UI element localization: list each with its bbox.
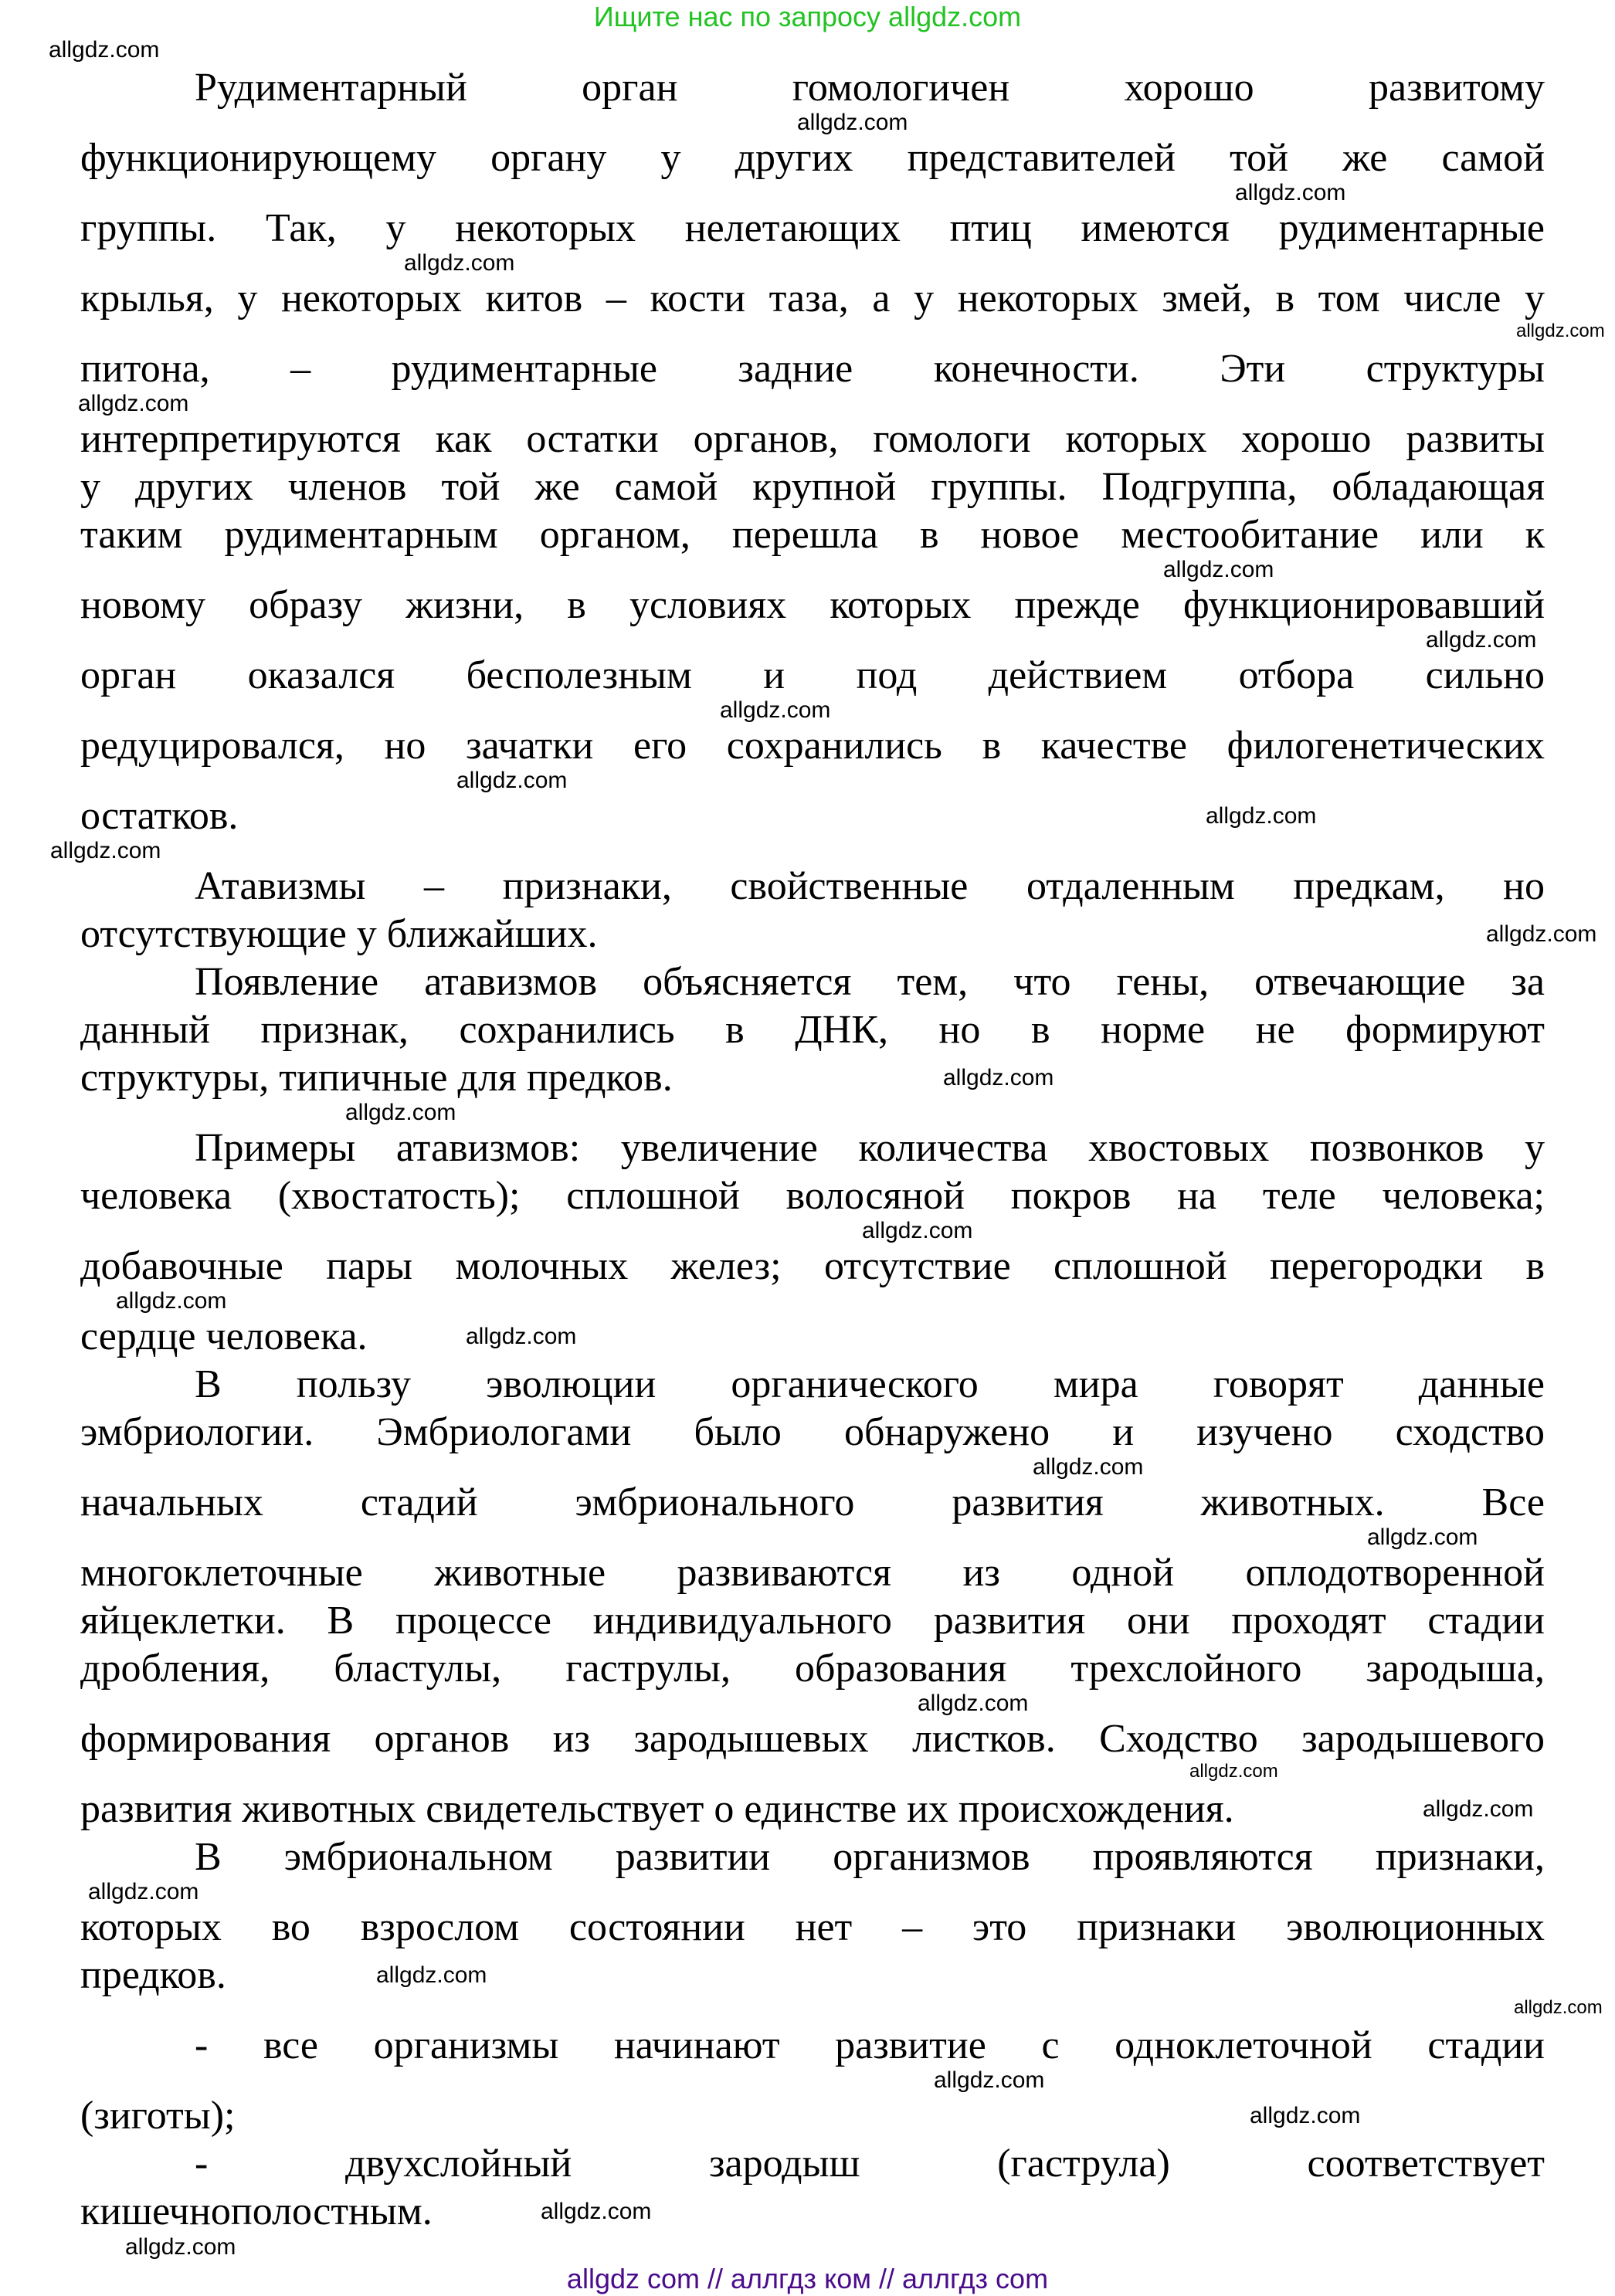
text-line: кишечнополостным.	[80, 2189, 433, 2233]
text-line: В пользу эволюции органического мира говорят данные	[195, 1362, 1545, 1406]
watermark-text: allgdz.com	[456, 768, 568, 793]
text-line: эмбриологии. Эмбриологами было обнаружено и изучено сходство	[80, 1410, 1545, 1454]
text-line: Примеры атавизмов: увеличение количества хвостовых позвонков у	[195, 1126, 1545, 1170]
watermark-text: allgdz.com	[943, 1065, 1054, 1090]
watermark-text: allgdz.com	[404, 250, 515, 276]
watermark-text: allgdz.com	[50, 838, 161, 863]
text-line: добавочные пары молочных желез; отсутствие сплошной перегородки в	[80, 1244, 1545, 1288]
text-line: формирования органов из зародышевых листков. Сходство зародышевого	[80, 1717, 1545, 1761]
header-banner: Ищите нас по запросу allgdz.com	[593, 1, 1022, 32]
text-line: яйцеклетки. В процессе индивидуального развития они проходят стадии	[80, 1599, 1545, 1643]
text-line: которых во взрослом состоянии нет – это признаки эволюционных	[80, 1905, 1545, 1949]
watermark-text: allgdz.com	[1033, 1454, 1144, 1480]
watermark-text: allgdz.com	[1206, 803, 1317, 829]
text-line: предков.	[80, 1953, 226, 1997]
watermark-text: allgdz.com	[1163, 557, 1274, 582]
text-line: В эмбриональном развитии организмов проявляются признаки,	[195, 1835, 1545, 1879]
text-line: начальных стадий эмбрионального развития животных. Все	[80, 1480, 1545, 1524]
watermark-text: allgdz.com	[1367, 1524, 1478, 1550]
watermark-text: allgdz.com	[1235, 180, 1346, 205]
text-line: у других членов той же самой крупной группы. Подгруппа, обладающая	[80, 465, 1545, 509]
watermark-text: allgdz.com	[797, 110, 908, 135]
text-line: данный признак, сохранились в ДНК, но в норме не формируют	[80, 1008, 1545, 1052]
watermark-text: allgdz.com	[49, 37, 160, 63]
watermark-text: allgdz.com	[934, 2067, 1045, 2093]
text-line: (зиготы);	[80, 2094, 236, 2138]
text-line: питона, – рудиментарные задние конечности. Эти структуры	[80, 347, 1545, 391]
footer-banner: allgdz com // аллгдз ком // аллгдз com	[566, 2263, 1049, 2294]
watermark-text: allgdz.com	[125, 2234, 236, 2260]
watermark-text: allgdz.com	[1516, 320, 1605, 341]
watermark-text: allgdz.com	[466, 1324, 577, 1349]
text-line: группы. Так, у некоторых нелетающих птиц имеются рудиментарные	[80, 206, 1545, 250]
watermark-text: allgdz.com	[1423, 1796, 1534, 1822]
text-line: - двухслойный зародыш (гаструла) соответствует	[195, 2142, 1545, 2186]
text-line: редуцировался, но зачатки его сохранились в качестве филогенетических	[80, 724, 1545, 768]
text-line: структуры, типичные для предков.	[80, 1056, 673, 1100]
text-line: Атавизмы – признаки, свойственные отдаленным предкам, но	[195, 864, 1545, 908]
text-line: функционирующему органу у других представителей той же самой	[80, 136, 1545, 180]
watermark-text: allgdz.com	[862, 1218, 973, 1243]
watermark-text: allgdz.com	[1514, 1997, 1603, 2018]
watermark-text: allgdz.com	[541, 2199, 652, 2224]
watermark-text: allgdz.com	[78, 391, 189, 416]
watermark-text: allgdz.com	[376, 1962, 487, 1988]
text-line: развития животных свидетельствует о единстве их происхождения.	[80, 1787, 1234, 1831]
text-line: отсутствующие у ближайших.	[80, 912, 598, 956]
text-line: сердце человека.	[80, 1314, 368, 1358]
text-line: Появление атавизмов объясняется тем, что гены, отвечающие за	[195, 960, 1545, 1004]
watermark-text: allgdz.com	[116, 1288, 227, 1314]
watermark-text: allgdz.com	[88, 1879, 199, 1904]
text-line: орган оказался бесполезным и под действием отбора сильно	[80, 653, 1545, 697]
text-line: таким рудиментарным органом, перешла в новое местообитание или к	[80, 513, 1545, 557]
watermark-text: allgdz.com	[1189, 1761, 1278, 1782]
text-line: дробления, бластулы, гаструлы, образования трехслойного зародыша,	[80, 1647, 1545, 1691]
watermark-text: allgdz.com	[1250, 2103, 1361, 2128]
text-line: - все организмы начинают развитие с одноклеточной стадии	[195, 2023, 1545, 2067]
text-line: новому образу жизни, в условиях которых прежде функционировавший	[80, 583, 1545, 627]
text-line: Рудиментарный орган гомологичен хорошо развитому	[195, 66, 1545, 110]
watermark-text: allgdz.com	[720, 697, 831, 723]
watermark-text: allgdz.com	[1486, 921, 1597, 947]
text-line: человека (хвостатость); сплошной волосяной покров на теле человека;	[80, 1174, 1545, 1218]
watermark-text: allgdz.com	[345, 1100, 456, 1125]
watermark-text: allgdz.com	[1426, 627, 1537, 653]
text-line: крылья, у некоторых китов – кости таза, а у некоторых змей, в том числе у	[80, 276, 1545, 320]
text-line: остатков.	[80, 794, 239, 838]
text-line: интерпретируются как остатки органов, гомологи которых хорошо развиты	[80, 417, 1545, 461]
watermark-text: allgdz.com	[918, 1691, 1029, 1716]
text-line: многоклеточные животные развиваются из одной оплодотворенной	[80, 1551, 1545, 1595]
